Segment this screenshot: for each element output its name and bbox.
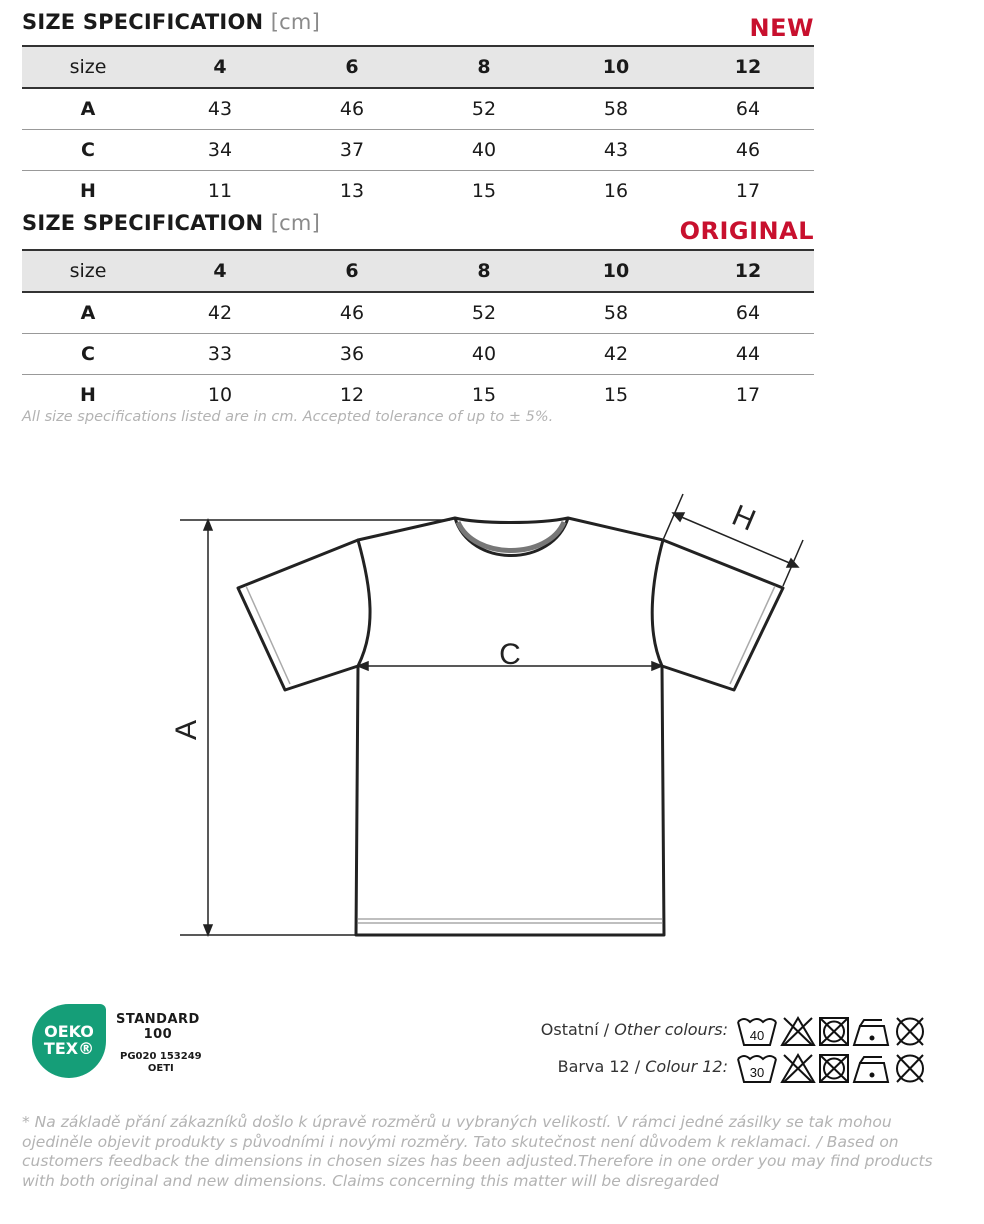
cell: 10 — [207, 384, 233, 406]
footnote: * Na základě přání zákazníků došlo k úpravě rozměrů u vybraných velikostí. V rámci jedné zásilky se tak mohou ojediněle objevit produkty s původními i novými rozměry. Tato skutečnost není důvodem k reklamaci. / Based on customers feedback the dimensions in chosen sizes has been adjusted.Therefore in one order you may find products with both original and new dimensions. Claims concerning this matter will be disregarded — [22, 1113, 933, 1190]
section-title — [22, 211, 320, 235]
size-table-original — [22, 249, 814, 415]
cell: 17 — [735, 180, 761, 202]
care-symbols — [736, 1012, 956, 1050]
no-dry-clean-icon — [897, 1018, 923, 1045]
left-sleeve-outline — [238, 540, 358, 690]
no-dry-clean-icon — [897, 1055, 923, 1082]
row-label: H — [80, 180, 96, 202]
standard-line: STANDARD — [116, 1012, 200, 1027]
cell: 13 — [339, 180, 365, 202]
title-text: SIZE SPECIFICATION — [22, 10, 264, 34]
row-label: A — [22, 88, 154, 130]
cell: 58 — [550, 292, 682, 334]
cell: 64 — [682, 88, 814, 130]
size-col: 6 — [286, 46, 418, 88]
iron-low-icon — [854, 1057, 888, 1082]
care-label-en: Other colours: — [614, 1020, 728, 1039]
cell: 44 — [682, 334, 814, 375]
cell: 52 — [418, 292, 550, 334]
no-tumble-dry-icon — [820, 1018, 848, 1045]
unit-text: [cm] — [270, 10, 320, 34]
cell: 40 — [418, 334, 550, 375]
cell: 33 — [154, 334, 286, 375]
no-bleach-icon — [782, 1055, 814, 1082]
size-col: 8 — [418, 46, 550, 88]
size-col: 4 — [154, 46, 286, 88]
cell: 15 — [471, 180, 497, 202]
header-row — [22, 46, 814, 88]
cell: 12 — [339, 384, 365, 406]
title-text: SIZE SPECIFICATION — [22, 211, 264, 235]
wash-temp: 30 — [749, 1065, 765, 1080]
code-line: OETI — [147, 1063, 174, 1074]
cell: 42 — [550, 334, 682, 375]
cell: 43 — [550, 130, 682, 171]
size-table-new — [22, 45, 814, 211]
h-arrow-right — [787, 559, 798, 567]
wash-30-icon — [738, 1056, 776, 1082]
table-row — [22, 292, 814, 334]
right-sleeve-outline — [662, 540, 783, 690]
size-col: 4 — [154, 250, 286, 292]
new-tag: NEW — [749, 14, 814, 42]
no-bleach-icon — [782, 1018, 814, 1045]
cell: 11 — [207, 180, 233, 202]
cell: 36 — [286, 334, 418, 375]
table-row — [22, 130, 814, 171]
tolerance-note: All size specifications listed are in cm. Accepted tolerance of up to ± 5%. — [22, 409, 554, 425]
size-col: 12 — [682, 46, 814, 88]
h-arrow-left — [673, 513, 684, 521]
header-row — [22, 250, 814, 292]
size-header: size — [22, 250, 154, 292]
care-symbols — [736, 1049, 956, 1087]
cell: 15 — [603, 384, 629, 406]
standard-line: 100 — [143, 1027, 173, 1042]
a-arrow-bottom — [204, 925, 212, 935]
sleeve-stitch — [246, 586, 290, 684]
table-row — [22, 171, 814, 212]
badge-line: TEX® — [43, 1039, 95, 1058]
cell: 34 — [154, 130, 286, 171]
cell: 16 — [603, 180, 629, 202]
size-header: size — [22, 46, 154, 88]
label-c: C — [499, 638, 521, 671]
badge-line: OEKO — [44, 1022, 94, 1041]
cell: 37 — [286, 130, 418, 171]
wash-40-icon — [738, 1019, 776, 1045]
cell: 52 — [418, 88, 550, 130]
care-row-other-colours — [536, 1012, 956, 1050]
a-arrow-top — [204, 520, 212, 530]
table-row — [22, 334, 814, 375]
cell: 46 — [682, 130, 814, 171]
size-spec-section-new — [22, 10, 814, 200]
code-line: PG020 153249 — [120, 1051, 202, 1062]
unit-text: [cm] — [270, 211, 320, 235]
cell: 46 — [286, 292, 418, 334]
cell: 17 — [735, 384, 761, 406]
row-label: C — [22, 130, 154, 171]
wash-temp: 40 — [749, 1028, 765, 1043]
cell: 43 — [154, 88, 286, 130]
cell: 58 — [550, 88, 682, 130]
size-col: 8 — [418, 250, 550, 292]
care-label — [558, 1057, 728, 1076]
sleeve-stitch — [730, 586, 775, 684]
care-row-colour-12 — [536, 1049, 956, 1087]
size-col: 10 — [550, 46, 682, 88]
size-col: 10 — [550, 250, 682, 292]
label-h: H — [727, 498, 761, 538]
cell: 15 — [471, 384, 497, 406]
tshirt-measurement-diagram — [150, 480, 830, 950]
no-tumble-dry-icon — [820, 1055, 848, 1082]
row-label: H — [80, 384, 96, 406]
table-row — [22, 88, 814, 130]
care-label-en: Colour 12: — [645, 1057, 728, 1076]
cell: 46 — [286, 88, 418, 130]
cell: 42 — [154, 292, 286, 334]
size-col: 12 — [682, 250, 814, 292]
oeko-tex-certification — [30, 1004, 210, 1084]
certificate-code — [120, 1051, 202, 1075]
shirt-body-outline — [356, 518, 664, 935]
oeko-tex-logo — [32, 1004, 106, 1078]
size-spec-section-original — [22, 211, 814, 406]
original-tag: ORIGINAL — [679, 217, 814, 245]
cell: 40 — [418, 130, 550, 171]
care-label — [541, 1020, 728, 1039]
iron-low-icon — [854, 1020, 888, 1045]
care-label-cz: Barva 12 / — [557, 1057, 646, 1076]
cell: 64 — [682, 292, 814, 334]
section-title — [22, 10, 320, 34]
label-a: A — [170, 719, 203, 741]
row-label: A — [22, 292, 154, 334]
size-col: 6 — [286, 250, 418, 292]
care-label-cz: Ostatní / — [540, 1020, 615, 1039]
row-label: C — [22, 334, 154, 375]
standard-label — [116, 1012, 200, 1042]
